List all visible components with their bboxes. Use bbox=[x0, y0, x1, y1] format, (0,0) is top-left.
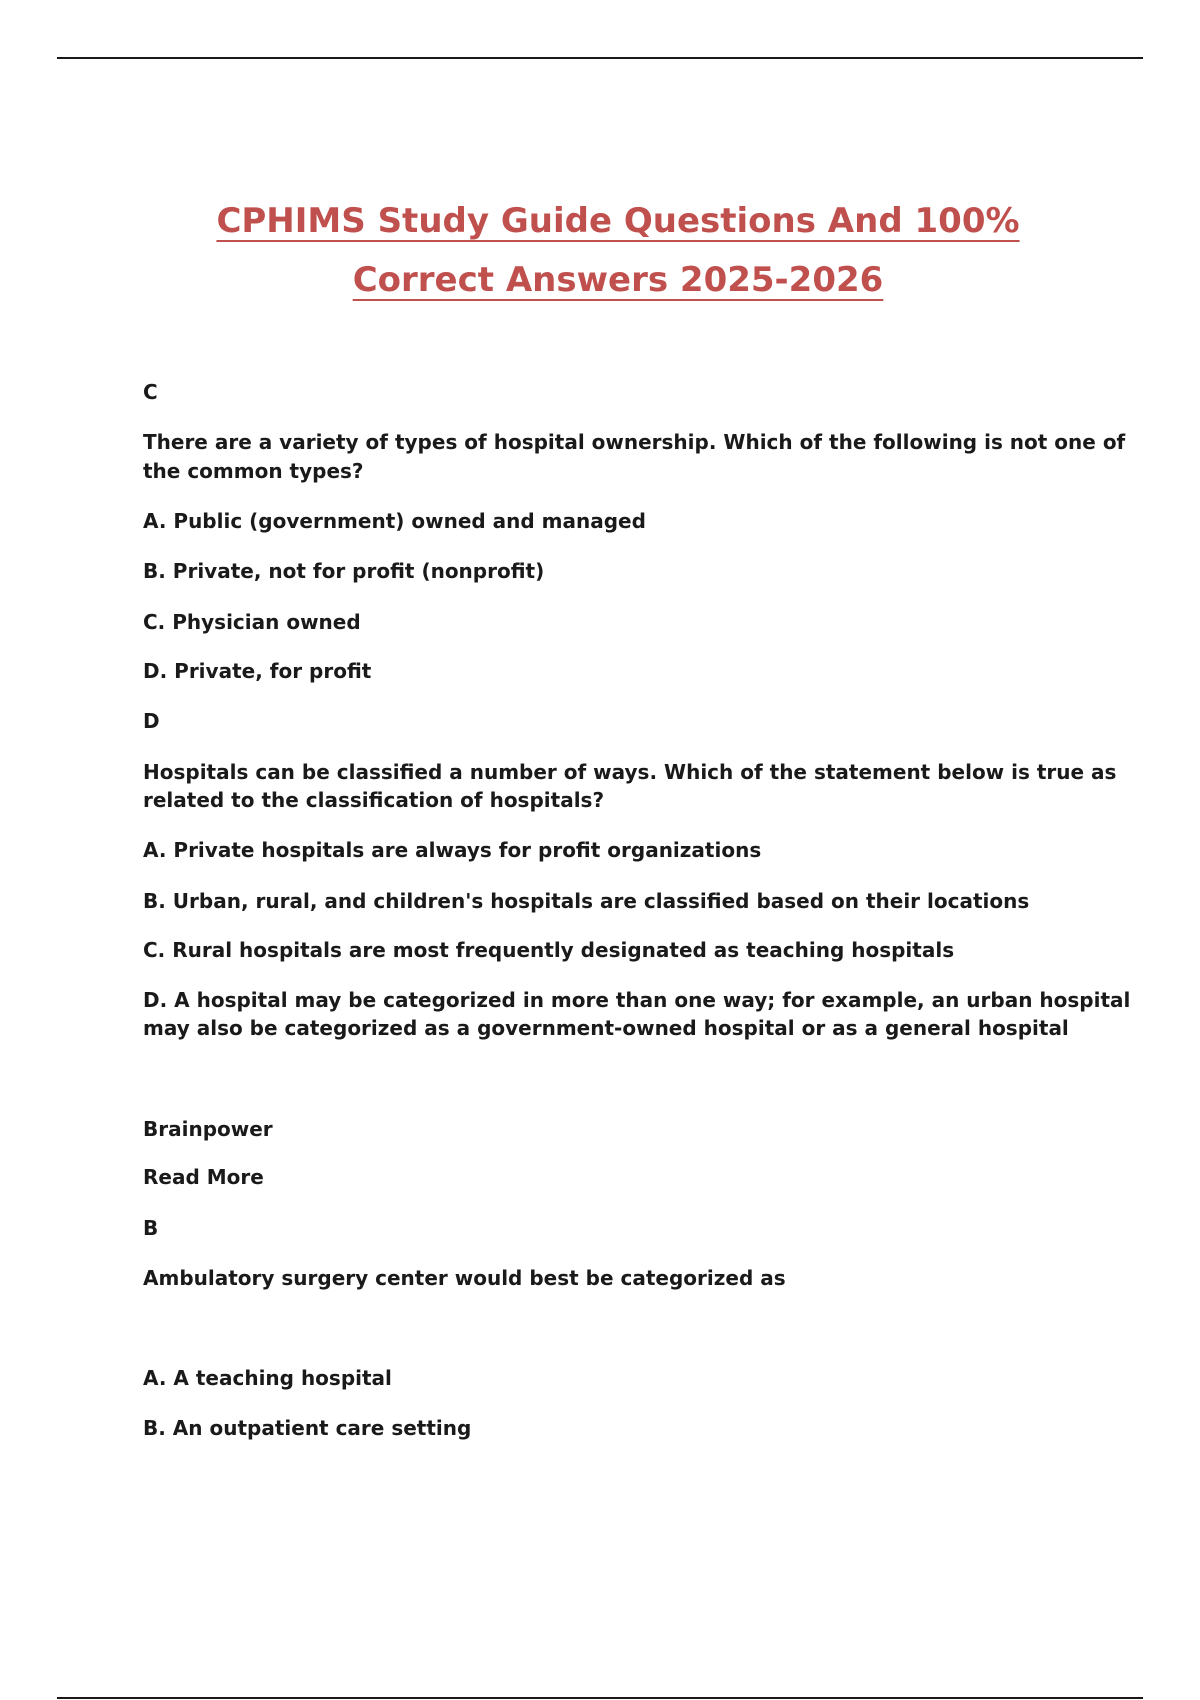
top-rule bbox=[57, 57, 1143, 59]
answer-key-q3: B bbox=[143, 1216, 159, 1240]
question-2-option-d-line-2: may also be categorized as a government-owned hospital or as a general hospital bbox=[143, 1016, 1069, 1040]
question-3-option-b: B. An outpatient care setting bbox=[143, 1416, 472, 1440]
question-3-option-a: A. A teaching hospital bbox=[143, 1366, 392, 1390]
answer-key-q1: C bbox=[143, 380, 158, 404]
question-2-line-1: Hospitals can be classified a number of ways. Which of the statement below is true as bbox=[143, 760, 1117, 784]
question-1-line-2: the common types? bbox=[143, 459, 364, 483]
question-3-line-1: Ambulatory surgery center would best be categorized as bbox=[143, 1266, 786, 1290]
question-2-option-c: C. Rural hospitals are most frequently designated as teaching hospitals bbox=[143, 938, 955, 962]
question-1-option-d: D. Private, for profit bbox=[143, 659, 372, 683]
question-1-option-c: C. Physician owned bbox=[143, 610, 361, 634]
brainpower-link[interactable]: Brainpower bbox=[143, 1117, 273, 1141]
question-2-option-b: B. Urban, rural, and children's hospitals are classified based on their locations bbox=[143, 889, 1030, 913]
question-2-option-d-line-1: D. A hospital may be categorized in more than one way; for example, an urban hospital bbox=[143, 988, 1131, 1012]
answer-key-q2: D bbox=[143, 709, 160, 733]
title-line-2: Correct Answers 2025-2026 bbox=[352, 260, 884, 300]
document-title bbox=[0, 192, 1200, 310]
read-more-link[interactable]: Read More bbox=[143, 1165, 264, 1189]
question-1-option-a: A. Public (government) owned and managed bbox=[143, 509, 646, 533]
bottom-rule bbox=[57, 1697, 1143, 1699]
question-1-line-1: There are a variety of types of hospital ownership. Which of the following is not one of bbox=[143, 430, 1126, 454]
question-2-line-2: related to the classification of hospitals? bbox=[143, 788, 605, 812]
question-2-option-a: A. Private hospitals are always for profit organizations bbox=[143, 838, 762, 862]
question-1-option-b: B. Private, not for profit (nonprofit) bbox=[143, 559, 545, 583]
title-line-1: CPHIMS Study Guide Questions And 100% bbox=[216, 201, 1020, 241]
